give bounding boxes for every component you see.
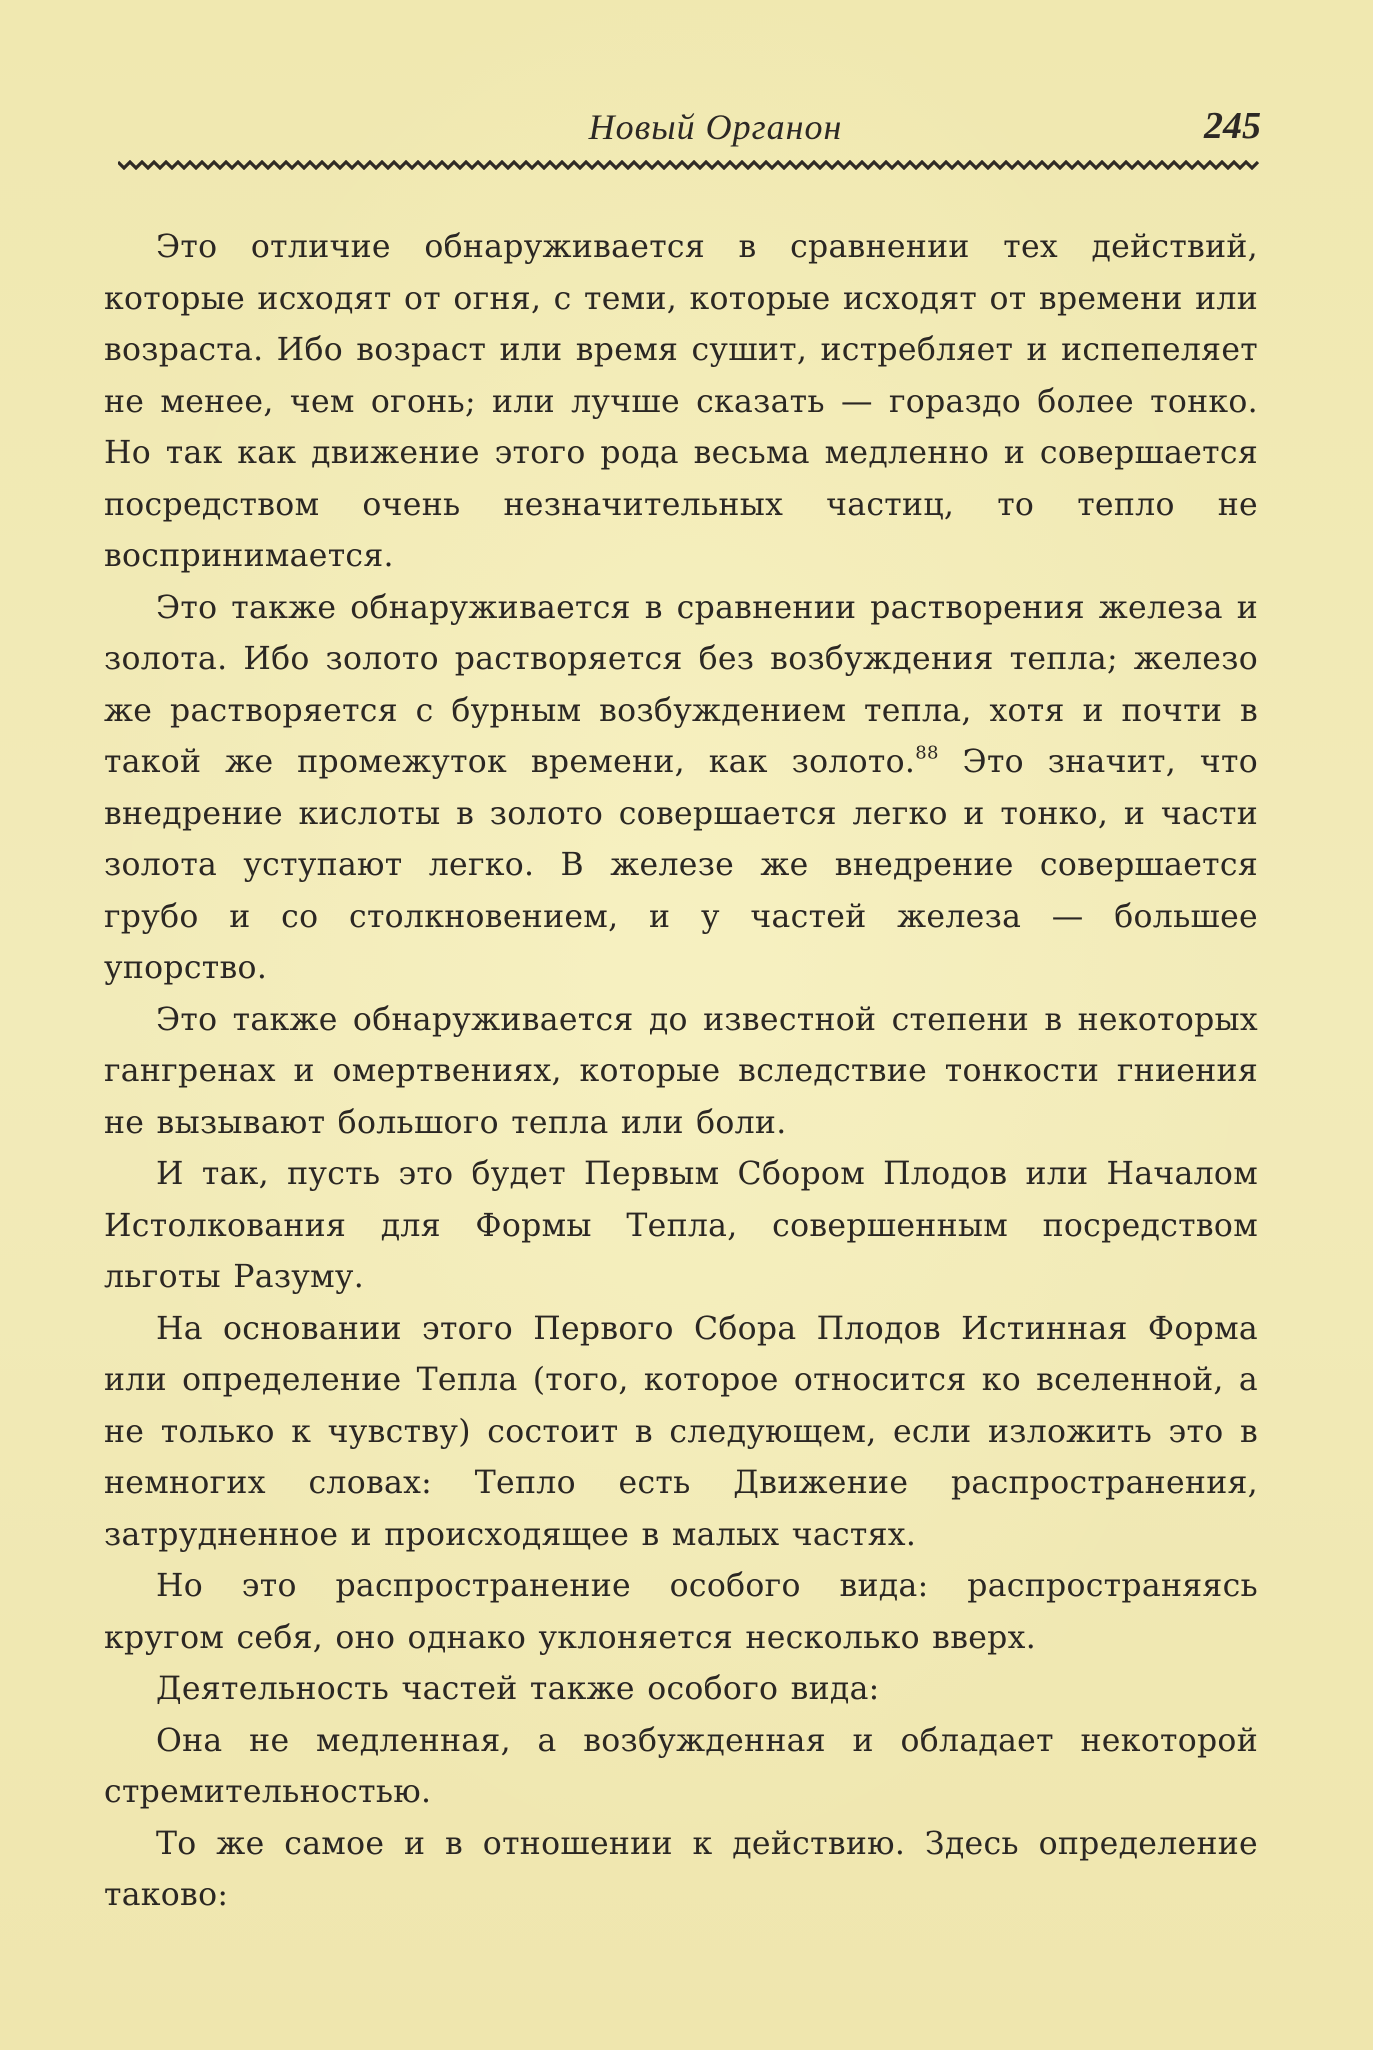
- wavy-rule-ornament: [118, 160, 1261, 170]
- paragraph-7: Деятельность частей также особого вида:: [156, 1671, 880, 1707]
- paragraph-2: [104, 583, 1258, 995]
- paragraph-8: Она не медленная, а возбужденная и обладает некоторой стремительностью.: [104, 1722, 1258, 1810]
- header-ornamental-rule: [118, 160, 1261, 170]
- paragraph-9: То же самое и в отношении к действию. Здесь определение таково:: [104, 1825, 1258, 1913]
- body-text: [104, 222, 1258, 1922]
- paragraph-2-text-after: Это значит, что внедрение кислоты в золото совершается легко и тонко, и части золота уступают легко. В железе же внедрение совершается грубо и со столкновением, и у частей железа — большее упорство.: [104, 744, 1258, 986]
- paragraph-3: Это также обнаруживается до известной степени в некоторых гангренах и омертвениях, которые вследствие тонкости гниения не вызывают большого тепла или боли.: [104, 1001, 1258, 1141]
- page-number: 245: [1204, 105, 1261, 147]
- paragraph-4: И так, пусть это будет Первым Сбором Плодов или Началом Истолкования для Формы Тепла, совершенным посредством льготы Разуму.: [104, 1156, 1258, 1295]
- paragraph-6: Но это распространение особого вида: распространяясь кругом себя, оно однако уклоняется несколько вверх.: [104, 1568, 1258, 1656]
- page-header: [110, 100, 1261, 160]
- paragraph-2-text-before: Это также обнаруживается в сравнении растворения железа и золота. Ибо золото растворяется без возбуждения тепла; железо же растворяется с бурным возбуждением тепла, хотя и почти в такой же промежуток времени, как золото.: [104, 589, 1258, 780]
- running-title: Новый Органон: [588, 107, 843, 147]
- paragraph-1: Это отличие обнаруживается в сравнении тех действий, которые исходят от огня, с теми, которые исходят от времени или возраста. Ибо возраст или время сушит, истребляет и испепеляет не менее, чем огонь; или лучше сказать — гораздо более тонко. Но так как движение этого рода весьма медленно и совершается посредством очень незначительных частиц, то тепло не воспринимается.: [104, 229, 1258, 574]
- paragraph-5: На основании этого Первого Сбора Плодов Истинная Форма или определение Тепла (того, которое относится ко вселенной, а не только к чувству) состоит в следующем, если изложить это в немногих словах: Тепло есть Движение распространения, затрудненное и происходящее в малых частях.: [104, 1310, 1258, 1553]
- footnote-marker: 88: [915, 742, 939, 764]
